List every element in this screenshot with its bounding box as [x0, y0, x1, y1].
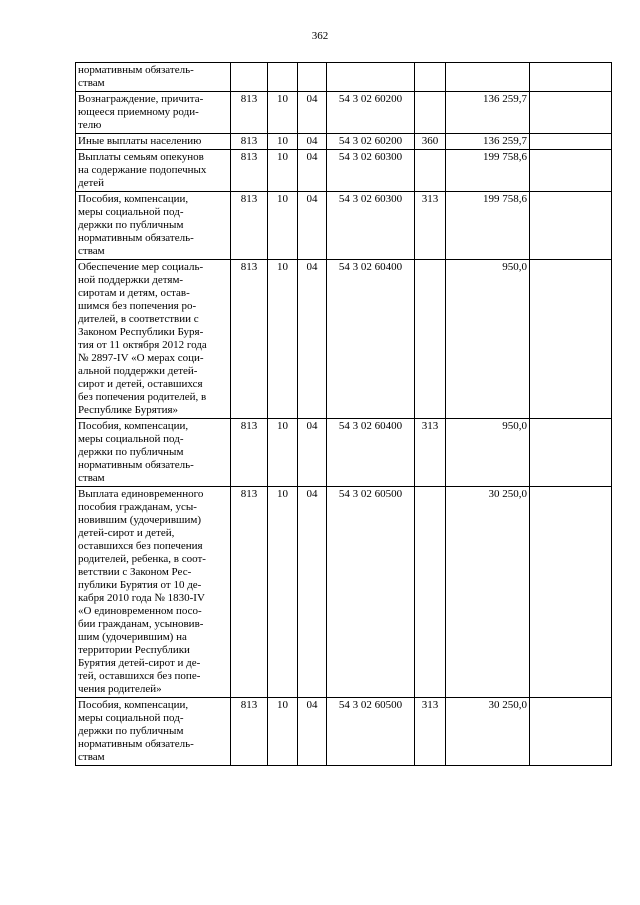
cell-extra [530, 92, 612, 134]
cell-section-code: 10 [268, 92, 298, 134]
page-number: 362 [311, 30, 329, 42]
cell-expense-type: 360 [415, 134, 446, 150]
cell-target-article [327, 63, 415, 92]
cell-subsection-code: 04 [298, 92, 327, 134]
table-row [76, 419, 612, 487]
table-row [76, 260, 612, 419]
cell-ministry-code: 813 [231, 260, 268, 419]
cell-extra [530, 134, 612, 150]
cell-ministry-code: 813 [231, 192, 268, 260]
cell-target-article: 54 3 02 60200 [327, 92, 415, 134]
cell-target-article: 54 3 02 60300 [327, 150, 415, 192]
cell-section-code: 10 [268, 487, 298, 698]
cell-expense-type [415, 487, 446, 698]
cell-target-article: 54 3 02 60500 [327, 487, 415, 698]
cell-subsection-code: 04 [298, 698, 327, 766]
cell-expense-type: 313 [415, 192, 446, 260]
cell-amount: 136 259,7 [446, 134, 530, 150]
cell-name: Выплата единовременного пособия гражданам, усы- новившим (удочерившим) детей-сирот и детей, оставшихся без попечения родителей, ребенка, в соот- ветствии с Законом Рес- публики Бурятия от 10 де- кабря 2010 года № 1830-IV «О единовременном посо- бии гражданам, усыновив- шим (удочерившим) на территории Республики Бурятия детей-сирот и де- тей, оставшихся без попе- чения родителей» [76, 487, 231, 698]
cell-ministry-code: 813 [231, 698, 268, 766]
cell-subsection-code [298, 63, 327, 92]
cell-section-code: 10 [268, 192, 298, 260]
cell-extra [530, 698, 612, 766]
cell-ministry-code: 813 [231, 419, 268, 487]
cell-amount: 30 250,0 [446, 487, 530, 698]
table-row [76, 92, 612, 134]
cell-section-code: 10 [268, 260, 298, 419]
cell-subsection-code: 04 [298, 260, 327, 419]
cell-subsection-code: 04 [298, 150, 327, 192]
cell-subsection-code: 04 [298, 192, 327, 260]
cell-expense-type [415, 150, 446, 192]
cell-amount: 30 250,0 [446, 698, 530, 766]
cell-amount: 950,0 [446, 260, 530, 419]
cell-name: Обеспечение мер социаль- ной поддержки детям- сиротам и детям, остав- шимся без попечения ро- дителей, в соответствии с Законом Республики Буря- тия от 11 октября 2012 года № 2897-IV «О мерах соци- альной поддержки детей- сирот и детей, оставшихся без попечения родителей, в Республике Бурятия» [76, 260, 231, 419]
cell-section-code: 10 [268, 698, 298, 766]
cell-amount [446, 63, 530, 92]
budget-table [75, 62, 612, 766]
cell-amount: 199 758,6 [446, 192, 530, 260]
cell-ministry-code: 813 [231, 92, 268, 134]
cell-name: нормативным обязатель- ствам [76, 63, 231, 92]
cell-target-article: 54 3 02 60400 [327, 260, 415, 419]
cell-extra [530, 260, 612, 419]
cell-subsection-code: 04 [298, 134, 327, 150]
cell-extra [530, 150, 612, 192]
cell-ministry-code [231, 63, 268, 92]
cell-name: Пособия, компенсации, меры социальной под- держки по публичным нормативным обязатель- ствам [76, 419, 231, 487]
cell-name: Иные выплаты населению [76, 134, 231, 150]
cell-section-code: 10 [268, 419, 298, 487]
cell-ministry-code: 813 [231, 134, 268, 150]
cell-name: Пособия, компенсации, меры социальной под- держки по публичным нормативным обязатель- ствам [76, 192, 231, 260]
table-row [76, 150, 612, 192]
cell-subsection-code: 04 [298, 487, 327, 698]
table-row [76, 487, 612, 698]
cell-target-article: 54 3 02 60200 [327, 134, 415, 150]
cell-target-article: 54 3 02 60300 [327, 192, 415, 260]
cell-extra [530, 192, 612, 260]
cell-amount: 199 758,6 [446, 150, 530, 192]
table-row [76, 134, 612, 150]
cell-ministry-code: 813 [231, 487, 268, 698]
budget-table-body [76, 63, 612, 766]
table-row [76, 698, 612, 766]
cell-name: Пособия, компенсации, меры социальной под- держки по публичным нормативным обязатель- ствам [76, 698, 231, 766]
cell-amount: 950,0 [446, 419, 530, 487]
cell-amount: 136 259,7 [446, 92, 530, 134]
cell-expense-type: 313 [415, 698, 446, 766]
table-row [76, 192, 612, 260]
cell-target-article: 54 3 02 60500 [327, 698, 415, 766]
cell-section-code [268, 63, 298, 92]
cell-target-article: 54 3 02 60400 [327, 419, 415, 487]
cell-section-code: 10 [268, 150, 298, 192]
cell-subsection-code: 04 [298, 419, 327, 487]
cell-extra [530, 419, 612, 487]
cell-expense-type [415, 260, 446, 419]
cell-name: Выплаты семьям опекунов на содержание подопечных детей [76, 150, 231, 192]
cell-expense-type: 313 [415, 419, 446, 487]
cell-extra [530, 63, 612, 92]
cell-name: Вознаграждение, причита- ющееся приемному роди- телю [76, 92, 231, 134]
cell-section-code: 10 [268, 134, 298, 150]
table-row [76, 63, 612, 92]
cell-expense-type [415, 63, 446, 92]
cell-extra [530, 487, 612, 698]
cell-ministry-code: 813 [231, 150, 268, 192]
cell-expense-type [415, 92, 446, 134]
